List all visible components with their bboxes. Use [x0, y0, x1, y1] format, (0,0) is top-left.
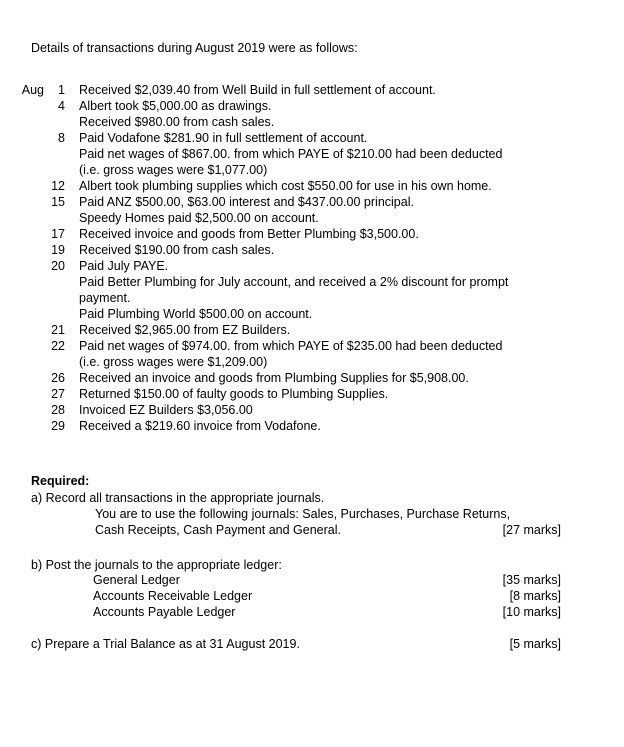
ledger-item-label: General Ledger: [93, 573, 180, 587]
intro-text: Details of transactions during August 2019 were as follows:: [31, 41, 358, 55]
transaction-day: [44, 274, 79, 290]
transaction-day: 22: [51, 339, 65, 353]
transaction-row: [0, 130, 624, 146]
transaction-row: [0, 290, 624, 306]
ledger-item: [93, 572, 561, 588]
transaction-text: Received $190.00 from cash sales.: [79, 243, 275, 257]
transaction-month: [0, 210, 44, 226]
transaction-day: 29: [51, 419, 65, 433]
transaction-month: [0, 370, 44, 386]
question-b-body: [93, 572, 561, 620]
transaction-day: 8: [58, 131, 65, 145]
transaction-row: [0, 274, 624, 290]
question-a-body: [95, 506, 561, 538]
transaction-row: [0, 386, 624, 402]
transaction-month: [0, 322, 44, 338]
question-a-line2: Cash Receipts, Cash Payment and General.: [95, 523, 341, 537]
transaction-month: [0, 402, 44, 418]
ledger-item-marks: [35 marks]: [502, 573, 561, 587]
transaction-text: (i.e. gross wages were $1,077.00): [79, 163, 268, 177]
transaction-day: 15: [51, 195, 65, 209]
transaction-day: 4: [58, 99, 65, 113]
transaction-day: 17: [51, 227, 65, 241]
ledger-item-marks: [8 marks]: [509, 589, 561, 603]
transaction-text: payment.: [79, 291, 131, 305]
ledger-item: [93, 588, 561, 604]
transaction-text: Received invoice and goods from Better Plumbing $3,500.00.: [79, 227, 419, 241]
transaction-month: [0, 258, 44, 274]
transaction-day: 27: [51, 387, 65, 401]
transaction-text: Paid Better Plumbing for July account, and received a 2% discount for prompt: [79, 275, 509, 289]
transaction-row: [0, 146, 624, 162]
transaction-month: [0, 114, 44, 130]
transaction-text: Albert took plumbing supplies which cost $550.00 for use in his own home.: [79, 179, 492, 193]
transaction-row: [0, 242, 624, 258]
transaction-month: [0, 178, 44, 194]
transaction-row: [0, 162, 624, 178]
transaction-day: [44, 306, 79, 322]
question-c-row: [31, 636, 561, 652]
transaction-day: 20: [51, 259, 65, 273]
question-c-title: c) Prepare a Trial Balance as at 31 August 2019.: [31, 637, 300, 651]
transaction-day: [44, 210, 79, 226]
transaction-row: [0, 306, 624, 322]
transaction-text: Received $980.00 from cash sales.: [79, 115, 275, 129]
transaction-day: [44, 114, 79, 130]
transaction-month: Aug: [21, 83, 44, 97]
question-a-marks: [27 marks]: [502, 523, 561, 537]
transaction-row: [0, 98, 624, 114]
transaction-text: Paid Vodafone $281.90 in full settlement of account.: [79, 131, 368, 145]
transaction-row: [0, 194, 624, 210]
transaction-row: [0, 402, 624, 418]
transaction-text: Received a $219.60 invoice from Vodafone.: [79, 419, 321, 433]
transaction-day: 19: [51, 243, 65, 257]
transaction-month: [0, 98, 44, 114]
transaction-day: [44, 354, 79, 370]
transaction-row: [0, 226, 624, 242]
transaction-month: [0, 290, 44, 306]
transaction-text: Speedy Homes paid $2,500.00 on account.: [79, 211, 319, 225]
question-a-line1: You are to use the following journals: Sales, Purchases, Purchase Returns,: [95, 507, 511, 521]
question-a-title: a) Record all transactions in the appropriate journals.: [31, 491, 325, 505]
transaction-text: Received $2,039.40 from Well Build in full settlement of account.: [79, 83, 436, 97]
transaction-month: [0, 194, 44, 210]
ledger-item-marks: [10 marks]: [502, 605, 561, 619]
transaction-day: 1: [58, 83, 65, 97]
transaction-month: [0, 130, 44, 146]
transaction-month: [0, 226, 44, 242]
transaction-text: Returned $150.00 of faulty goods to Plumbing Supplies.: [79, 387, 389, 401]
transaction-row: [0, 258, 624, 274]
transaction-day: 21: [51, 323, 65, 337]
transaction-row: [0, 370, 624, 386]
question-b-title: b) Post the journals to the appropriate ledger:: [31, 558, 282, 572]
transaction-row: [0, 322, 624, 338]
transaction-day: [44, 162, 79, 178]
transaction-text: Invoiced EZ Builders $3,056.00: [79, 403, 253, 417]
transaction-list: [0, 82, 624, 434]
transaction-row: [0, 178, 624, 194]
ledger-item: [93, 604, 561, 620]
transaction-text: Paid ANZ $500.00, $63.00 interest and $437.00.00 principal.: [79, 195, 414, 209]
transaction-month: [0, 162, 44, 178]
transaction-month: [0, 242, 44, 258]
transaction-text: (i.e. gross wages were $1,209.00): [79, 355, 268, 369]
transaction-day: 12: [51, 179, 65, 193]
transaction-text: Paid Plumbing World $500.00 on account.: [79, 307, 313, 321]
transaction-month: [0, 146, 44, 162]
transaction-day: [44, 146, 79, 162]
transaction-month: [0, 306, 44, 322]
transaction-row: [0, 354, 624, 370]
ledger-item-label: Accounts Payable Ledger: [93, 605, 236, 619]
transaction-text: Paid net wages of $974.00. from which PAYE of $235.00 had been deducted: [79, 339, 503, 353]
transaction-day: 26: [51, 371, 65, 385]
transaction-text: Received $2,965.00 from EZ Builders.: [79, 323, 291, 337]
transaction-text: Albert took $5,000.00 as drawings.: [79, 99, 272, 113]
transaction-row: [0, 418, 624, 434]
transaction-month: [0, 386, 44, 402]
transaction-row: [0, 82, 624, 98]
transaction-month: [0, 354, 44, 370]
transaction-text: Received an invoice and goods from Plumbing Supplies for $5,908.00.: [79, 371, 469, 385]
transaction-row: [0, 210, 624, 226]
transaction-row: [0, 338, 624, 354]
transaction-month: [0, 338, 44, 354]
transaction-month: [0, 274, 44, 290]
question-c-marks: [5 marks]: [509, 637, 561, 651]
transaction-row: [0, 114, 624, 130]
transaction-day: 28: [51, 403, 65, 417]
transaction-day: [44, 290, 79, 306]
ledger-item-label: Accounts Receivable Ledger: [93, 589, 253, 603]
transaction-text: Paid net wages of $867.00. from which PAYE of $210.00 had been deducted: [79, 147, 503, 161]
question-a-line2-row: [95, 522, 561, 538]
transaction-month: [0, 418, 44, 434]
required-heading: Required:: [31, 474, 90, 488]
transaction-text: Paid July PAYE.: [79, 259, 169, 273]
